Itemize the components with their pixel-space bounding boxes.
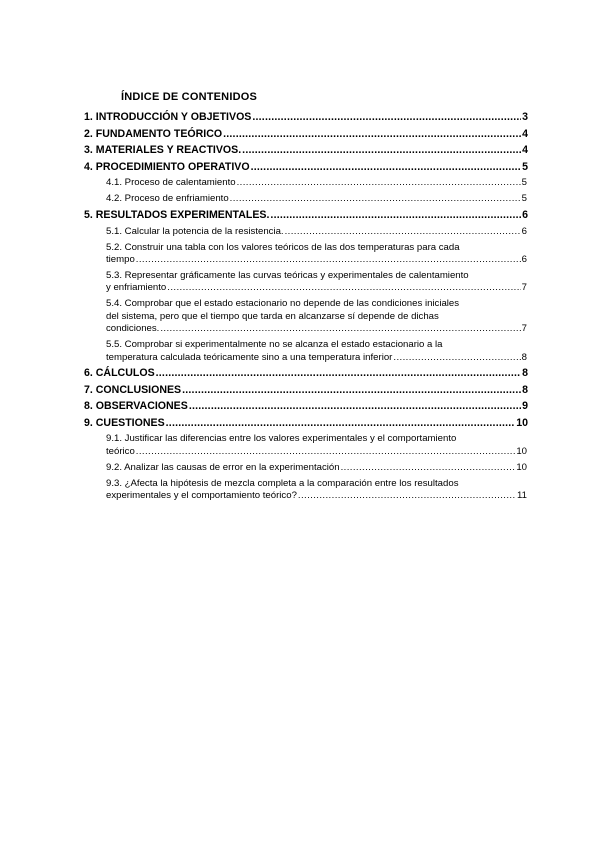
- toc-entry-label-line: teórico: [106, 445, 135, 457]
- toc-entry-resultados[interactable]: [84, 208, 528, 222]
- toc-entry-label-line: condiciones.: [106, 323, 160, 335]
- dot-leader: [166, 416, 516, 430]
- dot-leader: [237, 177, 521, 189]
- toc-entry-label-line: 5.3. Representar gráficamente las curvas teóricas y experimentales de calentamiento: [106, 269, 469, 281]
- dot-leader: [393, 352, 520, 364]
- toc-entry-label: 5.1. Calcular la potencia de la resistencia.: [106, 225, 284, 237]
- toc-subentry-temperatura-inferior[interactable]: [106, 339, 527, 364]
- toc-entry-label: 4. PROCEDIMIENTO OPERATIVO: [84, 160, 250, 173]
- dot-leader: [160, 323, 520, 335]
- toc-entry-label: 2. FUNDAMENTO TEÓRICO: [84, 127, 223, 140]
- toc-page-number: 6: [522, 208, 528, 221]
- toc-subentry-curvas[interactable]: [106, 270, 527, 295]
- toc-entry-calculos[interactable]: [84, 366, 528, 380]
- toc-page-number: 9: [522, 400, 528, 413]
- toc-page-number: 8: [521, 351, 527, 363]
- dot-leader: [223, 127, 521, 141]
- dot-leader: [298, 490, 516, 502]
- toc-entry-label: 8. OBSERVACIONES: [84, 400, 188, 413]
- toc-entry-label: 3. MATERIALES Y REACTIVOS.: [84, 144, 242, 157]
- toc-entry-label-line: tiempo: [106, 253, 135, 265]
- toc-entry-label-line: 5.5. Comprobar si experimentalmente no se alcanza el estado estacionario a la: [106, 339, 443, 351]
- toc-entry-label: 1. INTRODUCCIÓN Y OBJETIVOS: [84, 111, 252, 124]
- toc-page-number: 5: [522, 160, 528, 173]
- dot-leader: [167, 282, 520, 294]
- toc-subentry-diferencias[interactable]: [106, 433, 527, 458]
- dot-leader: [251, 160, 521, 174]
- toc-entry-procedimiento[interactable]: [84, 160, 528, 174]
- toc-entry-label-line: 5.4. Comprobar que el estado estacionario no depende de las condiciones iniciales: [106, 298, 460, 310]
- toc-subentry-calentamiento[interactable]: [106, 177, 527, 189]
- toc-page-number: 5: [521, 193, 527, 205]
- toc-entry-label: 6. CÁLCULOS: [84, 367, 155, 380]
- toc-page-number: 4: [522, 144, 528, 157]
- dot-leader: [285, 226, 521, 238]
- dot-leader: [182, 383, 521, 397]
- toc-page-number: 8: [522, 383, 528, 396]
- toc-subentry-causas-error[interactable]: [106, 462, 527, 474]
- toc-subentry-estado-estacionario[interactable]: [106, 298, 527, 335]
- dot-leader: [136, 446, 516, 458]
- toc-page-number: 10: [516, 416, 528, 429]
- toc-page-number: 6: [521, 225, 527, 237]
- toc-entry-label-line: y enfriamiento: [106, 282, 167, 294]
- toc-entry-label-line: 9.1. Justificar las diferencias entre los valores experimentales y el comportamiento: [106, 433, 457, 445]
- toc-subentry-potencia[interactable]: [106, 226, 527, 238]
- toc-entry-introduccion[interactable]: [84, 110, 528, 124]
- toc-entry-label: 5. RESULTADOS EXPERIMENTALES.: [84, 208, 270, 221]
- toc-entry-label-line: experimentales y el comportamiento teórico?: [106, 489, 297, 501]
- toc-entry-label-line: 9.3. ¿Afecta la hipótesis de mezcla completa a la comparación entre los resultados: [106, 477, 459, 489]
- toc-page-number: 3: [522, 111, 528, 124]
- toc-entry-label: 7. CONCLUSIONES: [84, 383, 182, 396]
- toc-title: ÍNDICE DE CONTENIDOS: [121, 91, 258, 103]
- dot-leader: [270, 208, 521, 222]
- toc-entry-materiales[interactable]: [84, 143, 528, 157]
- toc-entry-label-line: 5.2. Construir una tabla con los valores teóricos de las dos temperaturas para cada: [106, 241, 460, 253]
- dot-leader: [252, 110, 521, 124]
- toc-entry-label: 4.1. Proceso de calentamiento: [106, 177, 236, 189]
- toc-subentry-hipotesis-mezcla[interactable]: [106, 478, 527, 503]
- toc-page-number: 5: [521, 177, 527, 189]
- toc-page-number: 6: [521, 253, 527, 265]
- toc-entry-label: 9.2. Analizar las causas de error en la experimentación: [106, 461, 340, 473]
- toc-page-number: 11: [517, 489, 527, 501]
- toc-page-number: 4: [522, 127, 528, 140]
- table-of-contents: [84, 108, 528, 502]
- toc-page-number: 7: [521, 282, 527, 294]
- dot-leader: [230, 193, 521, 205]
- toc-entry-fundamento[interactable]: [84, 127, 528, 141]
- toc-subentry-enfriamiento[interactable]: [106, 193, 527, 205]
- toc-page-number: 10: [516, 445, 527, 457]
- toc-entry-label: 4.2. Proceso de enfriamiento: [106, 193, 229, 205]
- toc-entry-label-line: temperatura calculada teóricamente sino a una temperatura inferior: [106, 351, 393, 363]
- toc-page-number: 8: [522, 367, 528, 380]
- toc-entry-conclusiones[interactable]: [84, 383, 528, 397]
- dot-leader: [156, 366, 521, 380]
- dot-leader: [189, 399, 521, 413]
- dot-leader: [242, 143, 521, 157]
- toc-entry-cuestiones[interactable]: [84, 416, 528, 430]
- toc-page-number: 10: [516, 461, 527, 473]
- toc-entry-label-line: del sistema, pero que el tiempo que tarda en alcanzarse sí depende de dichas: [106, 310, 439, 322]
- toc-entry-label: 9. CUESTIONES: [84, 416, 165, 429]
- dot-leader: [136, 254, 521, 266]
- toc-subentry-tabla[interactable]: [106, 242, 527, 267]
- dot-leader: [341, 462, 516, 474]
- toc-page-number: 7: [521, 323, 527, 335]
- toc-entry-observaciones[interactable]: [84, 399, 528, 413]
